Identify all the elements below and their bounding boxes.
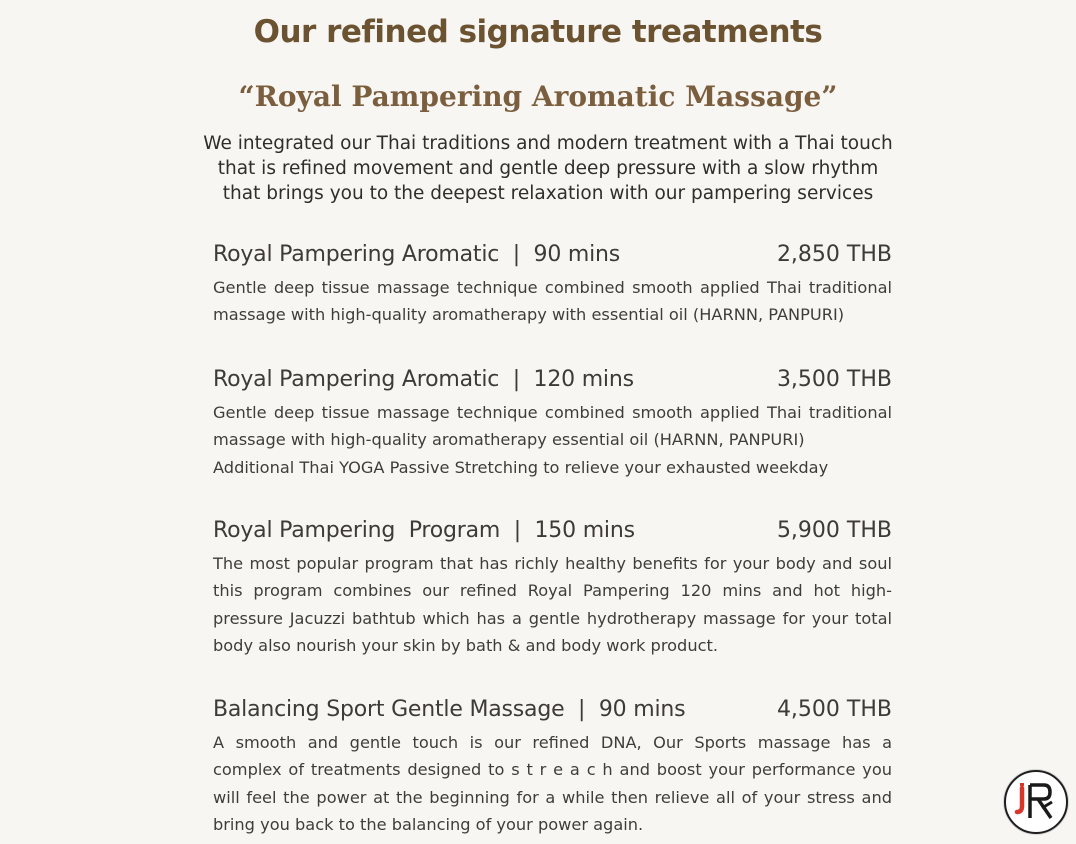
treatment-description <box>213 274 892 329</box>
description-line: will feel the power at the beginning for a while then relieve all of your stress and <box>213 787 892 807</box>
treatment-description <box>213 729 892 838</box>
treatment-name: Royal Pampering Program | 150 mins <box>213 518 635 543</box>
treatment-item <box>213 518 892 659</box>
treatment-header <box>213 697 892 729</box>
treatment-price: 3,500 THB <box>776 367 892 392</box>
treatment-header <box>213 518 892 550</box>
treatment-item <box>213 242 892 329</box>
description-line: complex of treatments designed to s t r e a c h and boost your performance you <box>213 760 892 780</box>
intro-paragraph <box>180 131 916 206</box>
description-line: this program combines our refined Royal Pampering 120 mins and hot high- <box>213 581 892 601</box>
logo-badge-icon <box>1004 770 1068 834</box>
treatment-header <box>213 242 892 274</box>
treatment-description <box>213 550 892 659</box>
description-line: Additional Thai YOGA Passive Stretching to relieve your exhausted weekday <box>213 457 829 477</box>
description-line: body also nourish your skin by bath & and body work product. <box>213 635 718 655</box>
intro-line: that is refined movement and gentle deep pressure with a slow rhythm <box>217 158 879 179</box>
treatment-item <box>213 367 892 481</box>
treatment-name: Royal Pampering Aromatic | 120 mins <box>213 367 634 392</box>
treatment-header <box>213 367 892 399</box>
description-line: massage with high-quality aromatherapy essential oil (HARNN, PANPURI) <box>213 430 805 450</box>
logo-glyph <box>1006 772 1066 832</box>
page-title: Our refined signature treatments <box>253 14 823 50</box>
description-line: The most popular program that has richly healthy benefits for your body and soul <box>213 554 892 573</box>
treatment-name: Balancing Sport Gentle Massage | 90 mins <box>213 697 686 722</box>
treatment-description <box>213 399 892 481</box>
description-line: pressure Jacuzzi bathtub which has a gentle hydrotherapy massage for your total <box>213 608 892 628</box>
treatment-price: 4,500 THB <box>776 697 892 722</box>
description-line: Gentle deep tissue massage technique combined smooth applied Thai traditional <box>213 278 892 297</box>
treatment-price: 5,900 THB <box>776 518 892 543</box>
treatment-price: 2,850 THB <box>776 242 892 267</box>
treatment-name: Royal Pampering Aromatic | 90 mins <box>213 242 621 267</box>
intro-line: We integrated our Thai traditions and modern treatment with a Thai touch <box>203 133 893 154</box>
intro-line: that brings you to the deepest relaxation with our pampering services <box>222 183 874 204</box>
treatment-subtitle: “Royal Pampering Aromatic Massage” <box>238 80 838 113</box>
description-line: bring you back to the balancing of your power again. <box>213 814 644 834</box>
description-line: Gentle deep tissue massage technique combined smooth applied Thai traditional <box>213 403 892 422</box>
treatment-item <box>213 697 892 838</box>
description-line: A smooth and gentle touch is our refined DNA, Our Sports massage has a <box>213 733 892 752</box>
description-line: massage with high-quality aromatherapy with essential oil (HARNN, PANPURI) <box>213 305 845 325</box>
